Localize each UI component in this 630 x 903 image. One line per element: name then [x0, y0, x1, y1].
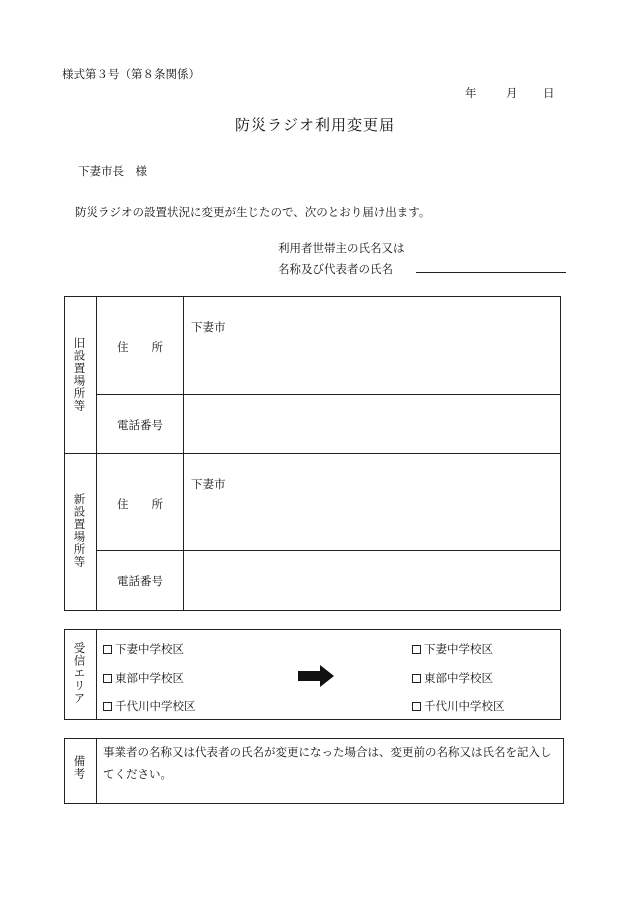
applicant-label-line1: 利用者世帯主の氏名又は	[278, 241, 405, 255]
checkbox-icon	[103, 674, 112, 683]
checkbox-icon	[412, 702, 421, 711]
location-table	[64, 296, 561, 611]
left-option-tobu[interactable]	[103, 670, 184, 686]
option-label: 下妻中学校区	[424, 642, 493, 656]
applicant-name-field[interactable]	[416, 272, 566, 273]
checkbox-icon	[412, 645, 421, 654]
date-day-label: 日	[543, 86, 555, 100]
left-option-chiyokawa[interactable]	[103, 698, 196, 714]
checkbox-icon	[103, 645, 112, 654]
left-option-shimotsuma[interactable]	[103, 641, 184, 657]
date-month-label: 月	[506, 86, 518, 100]
option-label: 下妻中学校区	[115, 642, 184, 656]
new-location-section-label: 新設置場所等	[72, 493, 87, 568]
option-label: 千代川中学校区	[424, 699, 505, 713]
applicant-label-line2: 名称及び代表者の氏名	[278, 262, 393, 276]
old-address-field[interactable]: 下妻市	[191, 320, 226, 334]
checkbox-icon	[412, 674, 421, 683]
date-year-label: 年	[465, 86, 477, 100]
reception-area-table	[64, 629, 561, 720]
page-title: 防災ラジオ利用変更届	[234, 116, 395, 134]
reception-section-label: 受信エリア	[72, 642, 87, 705]
new-address-field[interactable]: 下妻市	[191, 477, 226, 491]
old-phone-field[interactable]	[184, 395, 560, 453]
new-phone-label: 電話番号	[117, 574, 163, 588]
right-option-tobu[interactable]	[412, 670, 493, 686]
old-location-section-label: 旧設置場所等	[72, 337, 87, 412]
option-label: 東部中学校区	[115, 671, 184, 685]
intro-text: 防災ラジオの設置状況に変更が生じたので、次のとおり届け出ます。	[75, 205, 431, 219]
right-option-shimotsuma[interactable]	[412, 641, 493, 657]
new-address-label: 住 所	[117, 497, 163, 511]
new-phone-field[interactable]	[184, 551, 560, 610]
remarks-text: 事業者の名称又は代表者の氏名が変更になった場合は、変更前の名称又は氏名を記入してください。	[103, 745, 552, 781]
old-phone-label: 電話番号	[117, 418, 163, 432]
option-label: 東部中学校区	[424, 671, 493, 685]
addressee: 下妻市長 様	[78, 164, 147, 178]
right-arrow-icon	[298, 665, 334, 687]
remarks-section-label: 備考	[72, 755, 87, 780]
option-label: 千代川中学校区	[115, 699, 196, 713]
right-option-chiyokawa[interactable]	[412, 698, 505, 714]
old-address-label: 住 所	[117, 340, 163, 354]
form-number: 様式第３号（第８条関係）	[62, 67, 200, 81]
checkbox-icon	[103, 702, 112, 711]
